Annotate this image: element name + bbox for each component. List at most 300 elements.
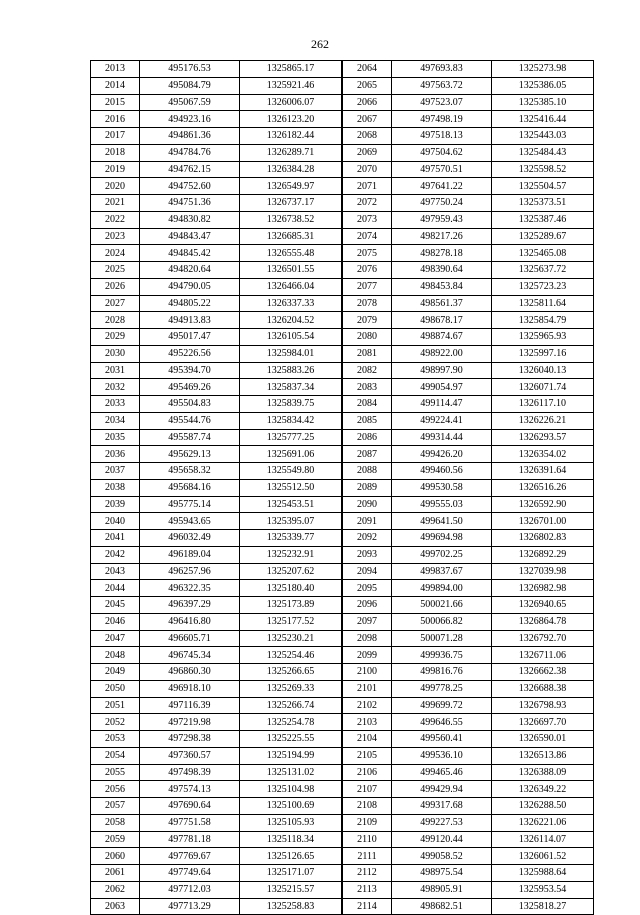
x-coordinate-cell: 498453.84 bbox=[392, 278, 492, 295]
point-number-cell: 2073 bbox=[343, 211, 392, 228]
y-coordinate-cell: 1326293.57 bbox=[492, 429, 594, 446]
y-coordinate-cell: 1325207.62 bbox=[240, 563, 342, 580]
point-number-cell: 2077 bbox=[343, 278, 392, 295]
x-coordinate-cell: 496416.80 bbox=[140, 613, 240, 630]
x-coordinate-cell: 497518.13 bbox=[392, 128, 492, 145]
x-coordinate-cell: 498278.18 bbox=[392, 245, 492, 262]
point-number-cell: 2056 bbox=[91, 781, 140, 798]
table-row bbox=[91, 513, 342, 530]
y-coordinate-cell: 1325921.46 bbox=[240, 77, 342, 94]
point-number-cell: 2041 bbox=[91, 530, 140, 547]
x-coordinate-cell: 497570.51 bbox=[392, 161, 492, 178]
point-number-cell: 2086 bbox=[343, 429, 392, 446]
x-coordinate-cell: 495084.79 bbox=[140, 77, 240, 94]
x-coordinate-cell: 497219.98 bbox=[140, 714, 240, 731]
y-coordinate-cell: 1325232.91 bbox=[240, 546, 342, 563]
table-row bbox=[91, 396, 342, 413]
point-number-cell: 2113 bbox=[343, 881, 392, 898]
point-number-cell: 2062 bbox=[91, 881, 140, 898]
point-number-cell: 2029 bbox=[91, 329, 140, 346]
y-coordinate-cell: 1326697.70 bbox=[492, 714, 594, 731]
y-coordinate-cell: 1326685.31 bbox=[240, 228, 342, 245]
x-coordinate-cell: 494752.60 bbox=[140, 178, 240, 195]
y-coordinate-cell: 1325180.40 bbox=[240, 580, 342, 597]
y-coordinate-cell: 1326466.04 bbox=[240, 278, 342, 295]
point-number-cell: 2104 bbox=[343, 731, 392, 748]
x-coordinate-cell: 499816.76 bbox=[392, 664, 492, 681]
table-row bbox=[343, 178, 594, 195]
x-coordinate-cell: 494845.42 bbox=[140, 245, 240, 262]
point-number-cell: 2015 bbox=[91, 94, 140, 111]
x-coordinate-cell: 496605.71 bbox=[140, 630, 240, 647]
point-number-cell: 2022 bbox=[91, 211, 140, 228]
x-coordinate-cell: 499702.25 bbox=[392, 546, 492, 563]
table-row bbox=[343, 664, 594, 681]
y-coordinate-cell: 1326592.90 bbox=[492, 496, 594, 513]
x-coordinate-cell: 495469.26 bbox=[140, 379, 240, 396]
y-coordinate-cell: 1325258.83 bbox=[240, 898, 342, 915]
table-row bbox=[91, 262, 342, 279]
y-coordinate-cell: 1326940.65 bbox=[492, 597, 594, 614]
table-row bbox=[91, 195, 342, 212]
table-row bbox=[343, 613, 594, 630]
point-number-cell: 2061 bbox=[91, 865, 140, 882]
point-number-cell: 2089 bbox=[343, 479, 392, 496]
point-number-cell: 2105 bbox=[343, 747, 392, 764]
table-row bbox=[343, 345, 594, 362]
x-coordinate-cell: 495587.74 bbox=[140, 429, 240, 446]
table-row bbox=[343, 161, 594, 178]
table-row bbox=[91, 412, 342, 429]
table-row bbox=[91, 77, 342, 94]
x-coordinate-cell: 499837.67 bbox=[392, 563, 492, 580]
point-number-cell: 2019 bbox=[91, 161, 140, 178]
y-coordinate-cell: 1325225.55 bbox=[240, 731, 342, 748]
point-number-cell: 2101 bbox=[343, 680, 392, 697]
y-coordinate-cell: 1325453.51 bbox=[240, 496, 342, 513]
point-number-cell: 2088 bbox=[343, 463, 392, 480]
y-coordinate-cell: 1325194.99 bbox=[240, 747, 342, 764]
x-coordinate-cell: 494843.47 bbox=[140, 228, 240, 245]
y-coordinate-cell: 1325118.34 bbox=[240, 831, 342, 848]
x-coordinate-cell: 497498.19 bbox=[392, 111, 492, 128]
point-number-cell: 2110 bbox=[343, 831, 392, 848]
point-number-cell: 2091 bbox=[343, 513, 392, 530]
y-coordinate-cell: 1326662.38 bbox=[492, 664, 594, 681]
x-coordinate-cell: 496860.30 bbox=[140, 664, 240, 681]
table-row bbox=[91, 747, 342, 764]
point-number-cell: 2027 bbox=[91, 295, 140, 312]
point-number-cell: 2071 bbox=[343, 178, 392, 195]
x-coordinate-cell: 498905.91 bbox=[392, 881, 492, 898]
table-row bbox=[343, 278, 594, 295]
y-coordinate-cell: 1326738.52 bbox=[240, 211, 342, 228]
x-coordinate-cell: 499694.98 bbox=[392, 530, 492, 547]
point-number-cell: 2108 bbox=[343, 798, 392, 815]
x-coordinate-cell: 499224.41 bbox=[392, 412, 492, 429]
table-row bbox=[343, 144, 594, 161]
y-coordinate-cell: 1326391.64 bbox=[492, 463, 594, 480]
point-number-cell: 2070 bbox=[343, 161, 392, 178]
x-coordinate-cell: 495504.83 bbox=[140, 396, 240, 413]
y-coordinate-cell: 1326354.02 bbox=[492, 446, 594, 463]
x-coordinate-cell: 497749.64 bbox=[140, 865, 240, 882]
x-coordinate-cell: 500021.66 bbox=[392, 597, 492, 614]
point-number-cell: 2023 bbox=[91, 228, 140, 245]
point-number-cell: 2102 bbox=[343, 697, 392, 714]
y-coordinate-cell: 1325416.44 bbox=[492, 111, 594, 128]
y-coordinate-cell: 1326337.33 bbox=[240, 295, 342, 312]
x-coordinate-cell: 497563.72 bbox=[392, 77, 492, 94]
table-row bbox=[343, 379, 594, 396]
point-number-cell: 2046 bbox=[91, 613, 140, 630]
point-number-cell: 2058 bbox=[91, 814, 140, 831]
table-row bbox=[343, 647, 594, 664]
point-number-cell: 2092 bbox=[343, 530, 392, 547]
table-row bbox=[343, 731, 594, 748]
y-coordinate-cell: 1326071.74 bbox=[492, 379, 594, 396]
table-row bbox=[91, 613, 342, 630]
x-coordinate-cell: 497690.64 bbox=[140, 798, 240, 815]
y-coordinate-cell: 1325465.08 bbox=[492, 245, 594, 262]
x-coordinate-cell: 494784.76 bbox=[140, 144, 240, 161]
x-coordinate-cell: 495176.53 bbox=[140, 61, 240, 78]
x-coordinate-cell: 495226.56 bbox=[140, 345, 240, 362]
y-coordinate-cell: 1325339.77 bbox=[240, 530, 342, 547]
point-number-cell: 2095 bbox=[343, 580, 392, 597]
x-coordinate-cell: 499641.50 bbox=[392, 513, 492, 530]
x-coordinate-cell: 498975.54 bbox=[392, 865, 492, 882]
point-number-cell: 2064 bbox=[343, 61, 392, 78]
x-coordinate-cell: 497713.29 bbox=[140, 898, 240, 915]
table-row bbox=[343, 429, 594, 446]
table-row bbox=[91, 144, 342, 161]
table-row bbox=[343, 513, 594, 530]
table-row bbox=[91, 831, 342, 848]
x-coordinate-cell: 498561.37 bbox=[392, 295, 492, 312]
table-row bbox=[91, 379, 342, 396]
y-coordinate-cell: 1325215.57 bbox=[240, 881, 342, 898]
point-number-cell: 2097 bbox=[343, 613, 392, 630]
x-coordinate-cell: 499114.47 bbox=[392, 396, 492, 413]
y-coordinate-cell: 1326221.06 bbox=[492, 814, 594, 831]
x-coordinate-cell: 497751.58 bbox=[140, 814, 240, 831]
point-number-cell: 2106 bbox=[343, 764, 392, 781]
table-row bbox=[91, 597, 342, 614]
x-coordinate-cell: 497574.13 bbox=[140, 781, 240, 798]
point-number-cell: 2085 bbox=[343, 412, 392, 429]
point-number-cell: 2090 bbox=[343, 496, 392, 513]
point-number-cell: 2047 bbox=[91, 630, 140, 647]
point-number-cell: 2082 bbox=[343, 362, 392, 379]
y-coordinate-cell: 1326349.22 bbox=[492, 781, 594, 798]
x-coordinate-cell: 499894.00 bbox=[392, 580, 492, 597]
y-coordinate-cell: 1325266.65 bbox=[240, 664, 342, 681]
table-row bbox=[343, 798, 594, 815]
x-coordinate-cell: 496189.04 bbox=[140, 546, 240, 563]
table-row bbox=[91, 312, 342, 329]
point-number-cell: 2079 bbox=[343, 312, 392, 329]
point-number-cell: 2083 bbox=[343, 379, 392, 396]
point-number-cell: 2035 bbox=[91, 429, 140, 446]
table-row bbox=[343, 211, 594, 228]
table-row bbox=[343, 530, 594, 547]
table-row bbox=[343, 245, 594, 262]
x-coordinate-cell: 500066.82 bbox=[392, 613, 492, 630]
y-coordinate-cell: 1326516.26 bbox=[492, 479, 594, 496]
y-coordinate-cell: 1325637.72 bbox=[492, 262, 594, 279]
table-row bbox=[343, 228, 594, 245]
y-coordinate-cell: 1326040.13 bbox=[492, 362, 594, 379]
x-coordinate-cell: 499314.44 bbox=[392, 429, 492, 446]
y-coordinate-cell: 1326182.44 bbox=[240, 128, 342, 145]
table-row bbox=[91, 881, 342, 898]
x-coordinate-cell: 499227.53 bbox=[392, 814, 492, 831]
y-coordinate-cell: 1326289.71 bbox=[240, 144, 342, 161]
y-coordinate-cell: 1326590.01 bbox=[492, 731, 594, 748]
x-coordinate-cell: 499054.97 bbox=[392, 379, 492, 396]
point-number-cell: 2112 bbox=[343, 865, 392, 882]
x-coordinate-cell: 498997.90 bbox=[392, 362, 492, 379]
point-number-cell: 2026 bbox=[91, 278, 140, 295]
x-coordinate-cell: 499555.03 bbox=[392, 496, 492, 513]
table-row bbox=[91, 848, 342, 865]
y-coordinate-cell: 1325811.64 bbox=[492, 295, 594, 312]
y-coordinate-cell: 1325598.52 bbox=[492, 161, 594, 178]
x-coordinate-cell: 494762.15 bbox=[140, 161, 240, 178]
point-number-cell: 2013 bbox=[91, 61, 140, 78]
y-coordinate-cell: 1326798.93 bbox=[492, 697, 594, 714]
y-coordinate-cell: 1326388.09 bbox=[492, 764, 594, 781]
y-coordinate-cell: 1325839.75 bbox=[240, 396, 342, 413]
y-coordinate-cell: 1326982.98 bbox=[492, 580, 594, 597]
point-number-cell: 2044 bbox=[91, 580, 140, 597]
point-number-cell: 2051 bbox=[91, 697, 140, 714]
y-coordinate-cell: 1326892.29 bbox=[492, 546, 594, 563]
point-number-cell: 2100 bbox=[343, 664, 392, 681]
y-coordinate-cell: 1325512.50 bbox=[240, 479, 342, 496]
y-coordinate-cell: 1326701.00 bbox=[492, 513, 594, 530]
table-row bbox=[91, 178, 342, 195]
table-row bbox=[343, 881, 594, 898]
table-row bbox=[343, 396, 594, 413]
y-coordinate-cell: 1325131.02 bbox=[240, 764, 342, 781]
y-coordinate-cell: 1325126.65 bbox=[240, 848, 342, 865]
point-number-cell: 2093 bbox=[343, 546, 392, 563]
table-row bbox=[91, 295, 342, 312]
y-coordinate-cell: 1325504.57 bbox=[492, 178, 594, 195]
point-number-cell: 2084 bbox=[343, 396, 392, 413]
table-row bbox=[343, 580, 594, 597]
point-number-cell: 2033 bbox=[91, 396, 140, 413]
y-coordinate-cell: 1325254.78 bbox=[240, 714, 342, 731]
y-coordinate-cell: 1326711.06 bbox=[492, 647, 594, 664]
point-number-cell: 2107 bbox=[343, 781, 392, 798]
point-number-cell: 2076 bbox=[343, 262, 392, 279]
table-row bbox=[91, 463, 342, 480]
y-coordinate-cell: 1326061.52 bbox=[492, 848, 594, 865]
point-number-cell: 2109 bbox=[343, 814, 392, 831]
coordinate-table-right bbox=[342, 60, 594, 915]
table-row bbox=[343, 848, 594, 865]
x-coordinate-cell: 494913.83 bbox=[140, 312, 240, 329]
table-row bbox=[343, 814, 594, 831]
table-row bbox=[343, 680, 594, 697]
table-row bbox=[91, 446, 342, 463]
point-number-cell: 2017 bbox=[91, 128, 140, 145]
y-coordinate-cell: 1325105.93 bbox=[240, 814, 342, 831]
x-coordinate-cell: 495658.32 bbox=[140, 463, 240, 480]
y-coordinate-cell: 1325443.03 bbox=[492, 128, 594, 145]
x-coordinate-cell: 499465.46 bbox=[392, 764, 492, 781]
table-row bbox=[343, 781, 594, 798]
table-row bbox=[91, 714, 342, 731]
y-coordinate-cell: 1326384.28 bbox=[240, 161, 342, 178]
y-coordinate-cell: 1326288.50 bbox=[492, 798, 594, 815]
y-coordinate-cell: 1326688.38 bbox=[492, 680, 594, 697]
x-coordinate-cell: 499530.58 bbox=[392, 479, 492, 496]
point-number-cell: 2065 bbox=[343, 77, 392, 94]
table-row bbox=[91, 798, 342, 815]
y-coordinate-cell: 1325865.17 bbox=[240, 61, 342, 78]
point-number-cell: 2072 bbox=[343, 195, 392, 212]
table-row bbox=[91, 161, 342, 178]
x-coordinate-cell: 495067.59 bbox=[140, 94, 240, 111]
table-row bbox=[343, 463, 594, 480]
x-coordinate-cell: 495394.70 bbox=[140, 362, 240, 379]
x-coordinate-cell: 497769.67 bbox=[140, 848, 240, 865]
y-coordinate-cell: 1325549.80 bbox=[240, 463, 342, 480]
y-coordinate-cell: 1325100.69 bbox=[240, 798, 342, 815]
table-row bbox=[91, 563, 342, 580]
y-coordinate-cell: 1325289.67 bbox=[492, 228, 594, 245]
x-coordinate-cell: 498390.64 bbox=[392, 262, 492, 279]
x-coordinate-cell: 497523.07 bbox=[392, 94, 492, 111]
table-row bbox=[343, 747, 594, 764]
x-coordinate-cell: 497504.62 bbox=[392, 144, 492, 161]
point-number-cell: 2018 bbox=[91, 144, 140, 161]
table-row bbox=[91, 61, 342, 78]
point-number-cell: 2081 bbox=[343, 345, 392, 362]
table-row bbox=[343, 61, 594, 78]
table-row bbox=[91, 211, 342, 228]
x-coordinate-cell: 499699.72 bbox=[392, 697, 492, 714]
table-row bbox=[343, 697, 594, 714]
table-row bbox=[91, 697, 342, 714]
point-number-cell: 2068 bbox=[343, 128, 392, 145]
point-number-cell: 2080 bbox=[343, 329, 392, 346]
table-row bbox=[343, 362, 594, 379]
point-number-cell: 2066 bbox=[343, 94, 392, 111]
table-row bbox=[91, 479, 342, 496]
x-coordinate-cell: 499646.55 bbox=[392, 714, 492, 731]
table-row bbox=[343, 128, 594, 145]
x-coordinate-cell: 499120.44 bbox=[392, 831, 492, 848]
point-number-cell: 2036 bbox=[91, 446, 140, 463]
y-coordinate-cell: 1325254.46 bbox=[240, 647, 342, 664]
table-row bbox=[343, 262, 594, 279]
table-row bbox=[91, 345, 342, 362]
y-coordinate-cell: 1325953.54 bbox=[492, 881, 594, 898]
point-number-cell: 2032 bbox=[91, 379, 140, 396]
point-number-cell: 2114 bbox=[343, 898, 392, 915]
x-coordinate-cell: 498217.26 bbox=[392, 228, 492, 245]
point-number-cell: 2049 bbox=[91, 664, 140, 681]
table-row bbox=[343, 764, 594, 781]
point-number-cell: 2030 bbox=[91, 345, 140, 362]
table-row bbox=[91, 630, 342, 647]
table-row bbox=[343, 295, 594, 312]
table-row bbox=[91, 781, 342, 798]
x-coordinate-cell: 494820.64 bbox=[140, 262, 240, 279]
point-number-cell: 2045 bbox=[91, 597, 140, 614]
y-coordinate-cell: 1326513.86 bbox=[492, 747, 594, 764]
y-coordinate-cell: 1325484.43 bbox=[492, 144, 594, 161]
y-coordinate-cell: 1325984.01 bbox=[240, 345, 342, 362]
table-row bbox=[343, 77, 594, 94]
y-coordinate-cell: 1325997.16 bbox=[492, 345, 594, 362]
x-coordinate-cell: 497298.38 bbox=[140, 731, 240, 748]
table-row bbox=[91, 111, 342, 128]
table-row bbox=[91, 278, 342, 295]
y-coordinate-cell: 1325965.93 bbox=[492, 329, 594, 346]
x-coordinate-cell: 497360.57 bbox=[140, 747, 240, 764]
y-coordinate-cell: 1326123.20 bbox=[240, 111, 342, 128]
y-coordinate-cell: 1326006.07 bbox=[240, 94, 342, 111]
x-coordinate-cell: 496257.96 bbox=[140, 563, 240, 580]
x-coordinate-cell: 495775.14 bbox=[140, 496, 240, 513]
y-coordinate-cell: 1325723.23 bbox=[492, 278, 594, 295]
y-coordinate-cell: 1325230.21 bbox=[240, 630, 342, 647]
y-coordinate-cell: 1326204.52 bbox=[240, 312, 342, 329]
table-row bbox=[91, 94, 342, 111]
y-coordinate-cell: 1325373.51 bbox=[492, 195, 594, 212]
table-row bbox=[343, 329, 594, 346]
y-coordinate-cell: 1325834.42 bbox=[240, 412, 342, 429]
table-row bbox=[343, 546, 594, 563]
point-number-cell: 2057 bbox=[91, 798, 140, 815]
point-number-cell: 2043 bbox=[91, 563, 140, 580]
y-coordinate-cell: 1325395.07 bbox=[240, 513, 342, 530]
point-number-cell: 2067 bbox=[343, 111, 392, 128]
y-coordinate-cell: 1325269.33 bbox=[240, 680, 342, 697]
y-coordinate-cell: 1325854.79 bbox=[492, 312, 594, 329]
point-number-cell: 2040 bbox=[91, 513, 140, 530]
y-coordinate-cell: 1325104.98 bbox=[240, 781, 342, 798]
y-coordinate-cell: 1326501.55 bbox=[240, 262, 342, 279]
table-row bbox=[91, 245, 342, 262]
table-row bbox=[91, 530, 342, 547]
y-coordinate-cell: 1326114.07 bbox=[492, 831, 594, 848]
x-coordinate-cell: 496032.49 bbox=[140, 530, 240, 547]
x-coordinate-cell: 494923.16 bbox=[140, 111, 240, 128]
table-row bbox=[343, 496, 594, 513]
x-coordinate-cell: 498922.00 bbox=[392, 345, 492, 362]
x-coordinate-cell: 494751.36 bbox=[140, 195, 240, 212]
point-number-cell: 2063 bbox=[91, 898, 140, 915]
table-row bbox=[343, 563, 594, 580]
x-coordinate-cell: 495017.47 bbox=[140, 329, 240, 346]
table-row bbox=[91, 429, 342, 446]
x-coordinate-cell: 497712.03 bbox=[140, 881, 240, 898]
x-coordinate-cell: 496745.34 bbox=[140, 647, 240, 664]
table-row bbox=[91, 228, 342, 245]
x-coordinate-cell: 499536.10 bbox=[392, 747, 492, 764]
table-row bbox=[91, 731, 342, 748]
coordinate-table-left bbox=[90, 60, 342, 915]
x-coordinate-cell: 499426.20 bbox=[392, 446, 492, 463]
y-coordinate-cell: 1325387.46 bbox=[492, 211, 594, 228]
